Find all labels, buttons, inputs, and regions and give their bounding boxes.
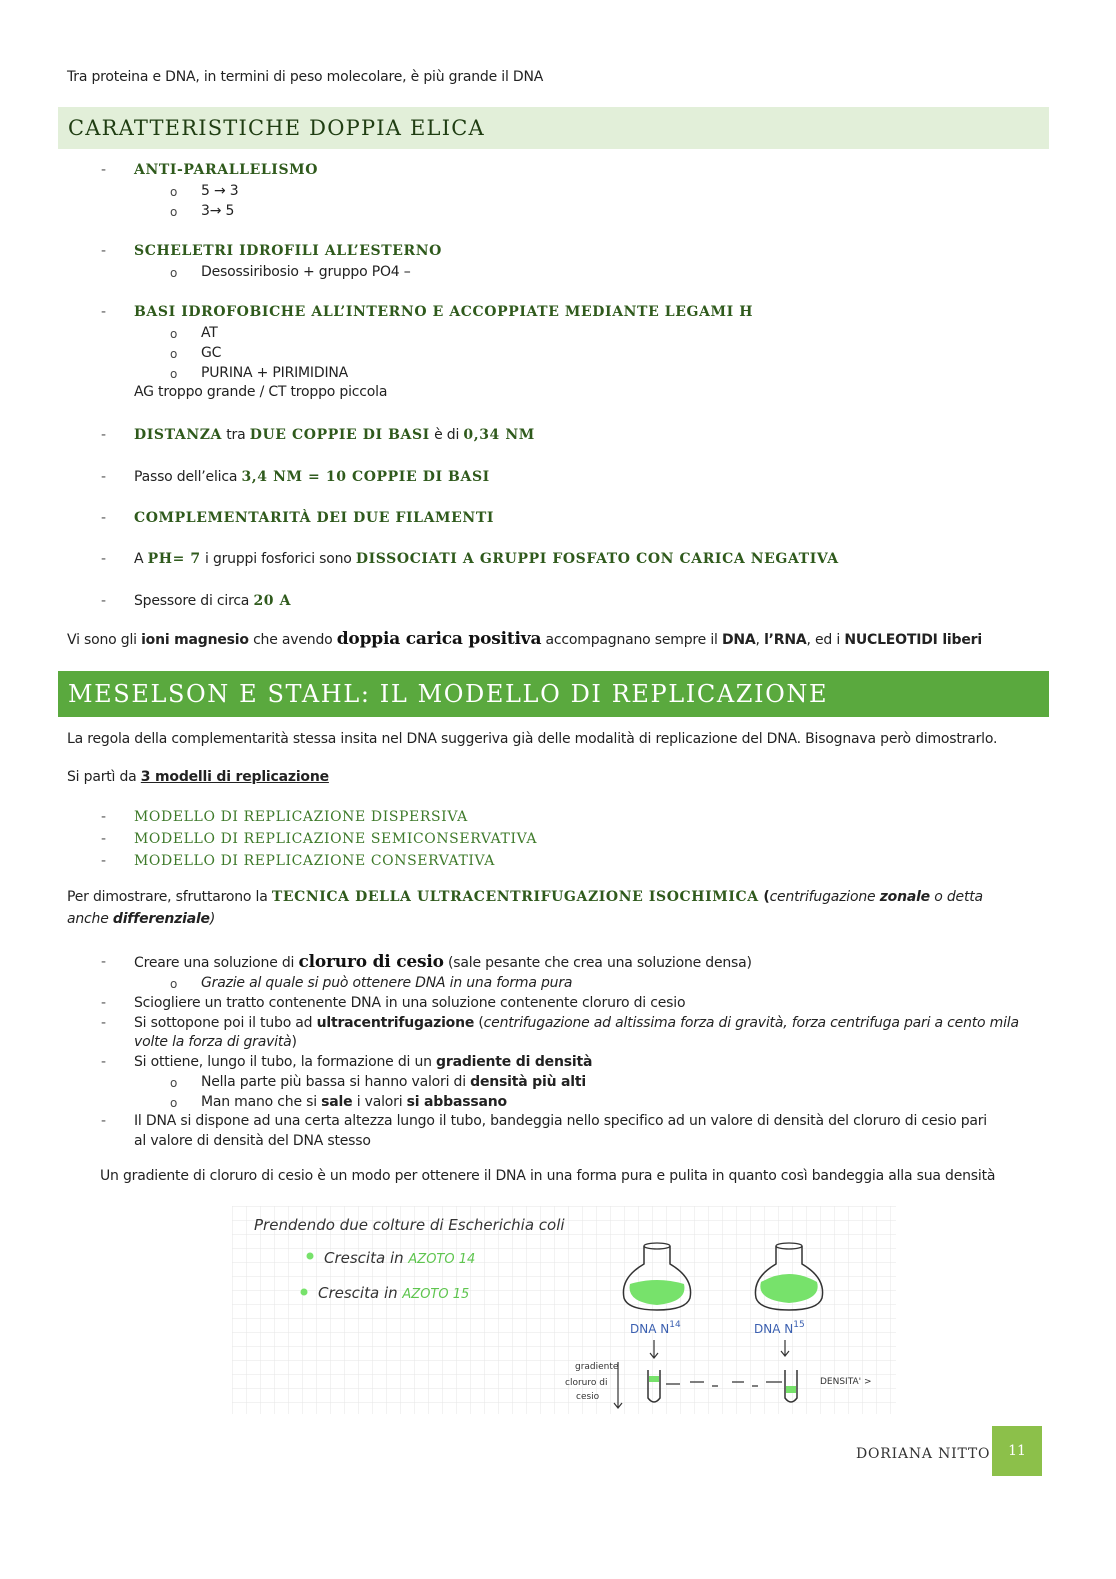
backbone-item: Desossiribosio + gruppo PO4 – xyxy=(201,264,411,280)
antiparallel-item: 3→ 5 xyxy=(201,203,235,219)
distance-text: è di xyxy=(429,427,464,443)
step-ultracentrifuge xyxy=(134,1013,1019,1033)
keyword: DNA xyxy=(721,632,756,648)
superscript: 15 xyxy=(793,1320,805,1330)
text: (sale pesante che crea una soluzione densa) xyxy=(443,955,752,971)
dash-marker: - xyxy=(101,853,106,869)
section-heading-meselson-stahl: MESELSON E STAHL: IL MODELLO DI REPLICAZIONE xyxy=(58,671,1049,717)
gradient-label: cesio xyxy=(576,1392,600,1402)
section-heading-double-helix: CARATTERISTICHE DOPPIA ELICA xyxy=(58,107,1049,149)
bullet-marker: o xyxy=(170,1076,178,1090)
bullet-marker: o xyxy=(170,367,178,381)
text: i valori xyxy=(352,1094,407,1110)
distance-value: 0,34 NM xyxy=(463,427,535,443)
text: Si ottiene, lungo il tubo, la formazione di un xyxy=(134,1054,437,1070)
sketch-title: Prendendo due colture di Escherichia coli xyxy=(254,1216,565,1234)
distance-keyword: DUE COPPIE DI BASI xyxy=(249,427,430,443)
thickness-text: Spessore di circa xyxy=(134,593,254,609)
text: centrifugazione xyxy=(769,889,880,905)
distance-keyword: DISTANZA xyxy=(134,427,222,443)
keyword: densità più alti xyxy=(470,1074,586,1090)
step-dissolve: Sciogliere un tratto contenente DNA in una soluzione contenente cloruro di cesio xyxy=(134,995,686,1011)
step-band-2: al valore di densità del DNA stesso xyxy=(134,1133,371,1149)
summary-paragraph: Un gradiente di cloruro di cesio è un modo per ottenere il DNA in una forma pura e pulita in quanto così bandeggia alla sua densità xyxy=(100,1168,996,1184)
ph-text: A xyxy=(134,551,148,567)
density-label: DENSITA' > xyxy=(820,1377,872,1387)
text: centrifugazione ad altissima forza di gravità, forza centrifuga pari a cento mila xyxy=(483,1015,1019,1031)
text: Si partì da xyxy=(67,769,141,785)
keyword: gradiente di densità xyxy=(436,1054,593,1070)
bullet-marker: o xyxy=(170,1096,178,1110)
text: ( xyxy=(474,1015,484,1031)
technique-line-2 xyxy=(67,909,215,929)
text: Creare una soluzione di xyxy=(134,955,299,971)
text: DNA N xyxy=(754,1322,794,1336)
bullet-marker: o xyxy=(170,327,178,341)
superscript: 14 xyxy=(669,1320,681,1330)
thickness-value: 20 A xyxy=(253,593,292,609)
dash-marker: - xyxy=(101,1113,106,1129)
azoto-label: AZOTO 15 xyxy=(402,1287,470,1302)
dash-marker: - xyxy=(101,831,106,847)
keyword: zonale xyxy=(879,889,930,905)
pitch-line xyxy=(134,467,490,487)
bullet-marker: o xyxy=(170,266,178,280)
dash-marker: - xyxy=(101,427,106,443)
text: , xyxy=(755,632,765,648)
technique-name: TECNICA DELLA ULTRACENTRIFUGAZIONE ISOCHIMICA xyxy=(271,889,759,905)
dash-marker: - xyxy=(101,510,106,526)
sketch-bullet-2 xyxy=(318,1284,469,1302)
ph-value: PH= 7 xyxy=(147,551,201,567)
handwritten-sketch xyxy=(232,1206,896,1414)
dash-marker: - xyxy=(101,1054,106,1070)
dash-marker: - xyxy=(101,304,106,320)
backbone-title: SCHELETRI IDROFILI ALL’ESTERNO xyxy=(134,243,442,259)
text: ( xyxy=(758,889,770,905)
bases-item: AT xyxy=(201,325,218,341)
text: Per dimostrare, sfruttarono la xyxy=(67,889,272,905)
keyword-large: doppia carica positiva xyxy=(336,629,542,649)
bases-title: BASI IDROFOBICHE ALL’INTERNO E ACCOPPIATE MEDIANTE LEGAMI H xyxy=(134,304,754,320)
complementarity-paragraph: La regola della complementarità stessa insita nel DNA suggeriva già delle modalità di replicazione del DNA. Bisognava però dimostrarlo. xyxy=(67,731,998,747)
ph-line xyxy=(134,549,839,569)
gradient-label: cloruro di xyxy=(565,1378,608,1388)
magnesium-paragraph xyxy=(67,629,982,650)
text: ) xyxy=(291,1034,297,1050)
text: Crescita in xyxy=(318,1284,403,1302)
pitch-text: Passo dell’elica xyxy=(134,469,242,485)
text: DNA N xyxy=(630,1322,670,1336)
keyword: sale xyxy=(321,1094,353,1110)
text: Vi sono gli xyxy=(67,632,142,648)
bullet-dot xyxy=(307,1253,314,1260)
gradient-label: gradiente xyxy=(575,1362,619,1372)
step-gradient-sub xyxy=(201,1092,507,1112)
dash-marker: - xyxy=(101,551,106,567)
azoto-label: AZOTO 14 xyxy=(408,1252,476,1267)
text: Crescita in xyxy=(324,1249,409,1267)
step-cesium-sub: Grazie al quale si può ottenere DNA in una forma pura xyxy=(201,975,573,991)
text: Nella parte più bassa si hanno valori di xyxy=(201,1074,471,1090)
antiparallel-title: ANTI-PARALLELISMO xyxy=(134,162,319,178)
bullet-marker: o xyxy=(170,205,178,219)
ph-text: i gruppi fosforici sono xyxy=(200,551,356,567)
page-number: 11 xyxy=(992,1426,1042,1476)
distance-text: tra xyxy=(222,427,250,443)
distance-line xyxy=(134,425,535,445)
model-item: MODELLO DI REPLICAZIONE SEMICONSERVATIVA xyxy=(134,831,538,847)
text: ) xyxy=(209,911,216,927)
text: volte la forza di gravità xyxy=(134,1034,292,1050)
technique-line xyxy=(67,887,983,907)
keyword: NUCLEOTIDI liberi xyxy=(844,632,982,648)
dash-marker: - xyxy=(101,1015,106,1031)
bullet-dot xyxy=(301,1289,308,1296)
dash-marker: - xyxy=(101,954,106,970)
pitch-value: 3,4 NM = 10 COPPIE DI BASI xyxy=(241,469,490,485)
model-item: MODELLO DI REPLICAZIONE DISPERSIVA xyxy=(134,809,468,825)
sketch-bullet-1 xyxy=(324,1249,475,1267)
bullet-marker: o xyxy=(170,185,178,199)
complementarity-title: COMPLEMENTARITÀ DEI DUE FILAMENTI xyxy=(134,510,494,526)
bases-note: AG troppo grande / CT troppo piccola xyxy=(134,384,388,400)
dash-marker: - xyxy=(101,469,106,485)
text: anche xyxy=(67,911,113,927)
bases-item: PURINA + PIRIMIDINA xyxy=(201,365,349,381)
text: Man mano che si xyxy=(201,1094,322,1110)
dash-marker: - xyxy=(101,809,106,825)
intro-text: Tra proteina e DNA, in termini di peso molecolare, è più grande il DNA xyxy=(67,69,544,85)
keyword-large: cloruro di cesio xyxy=(298,952,444,972)
keyword: l’RNA xyxy=(764,632,807,648)
step-gradient xyxy=(134,1052,592,1072)
keyword: ioni magnesio xyxy=(141,632,249,648)
antiparallel-item: 5 → 3 xyxy=(201,183,239,199)
footer-author: DORIANA NITTO xyxy=(856,1446,991,1462)
bullet-marker: o xyxy=(170,977,178,991)
dash-marker: - xyxy=(101,243,106,259)
thickness-line xyxy=(134,591,291,611)
step-band: Il DNA si dispone ad una certa altezza lungo il tubo, bandeggia nello specifico ad un valore di densità del cloruro di cesio pari xyxy=(134,1113,988,1129)
step-gradient-sub xyxy=(201,1072,586,1092)
text: o detta xyxy=(929,889,983,905)
dash-marker: - xyxy=(101,162,106,178)
dash-marker: - xyxy=(101,995,106,1011)
keyword: ultracentrifugazione xyxy=(316,1015,475,1031)
text: Si sottopone poi il tubo ad xyxy=(134,1015,317,1031)
keyword: si abbassano xyxy=(406,1094,507,1110)
step-cesium xyxy=(134,952,752,973)
bullet-marker: o xyxy=(170,347,178,361)
model-item: MODELLO DI REPLICAZIONE CONSERVATIVA xyxy=(134,853,496,869)
ph-keyword: DISSOCIATI A GRUPPI FOSFATO CON CARICA NEGATIVA xyxy=(355,551,839,567)
keyword: differenziale xyxy=(112,911,210,927)
bases-item: GC xyxy=(201,345,222,361)
text: , ed i xyxy=(806,632,845,648)
step-ultracentrifuge-2 xyxy=(134,1032,297,1052)
models-count: 3 modelli di replicazione xyxy=(140,769,329,785)
dash-marker: - xyxy=(101,593,106,609)
models-intro xyxy=(67,767,329,787)
text: che avendo xyxy=(248,632,337,648)
text: accompagnano sempre il xyxy=(541,632,722,648)
